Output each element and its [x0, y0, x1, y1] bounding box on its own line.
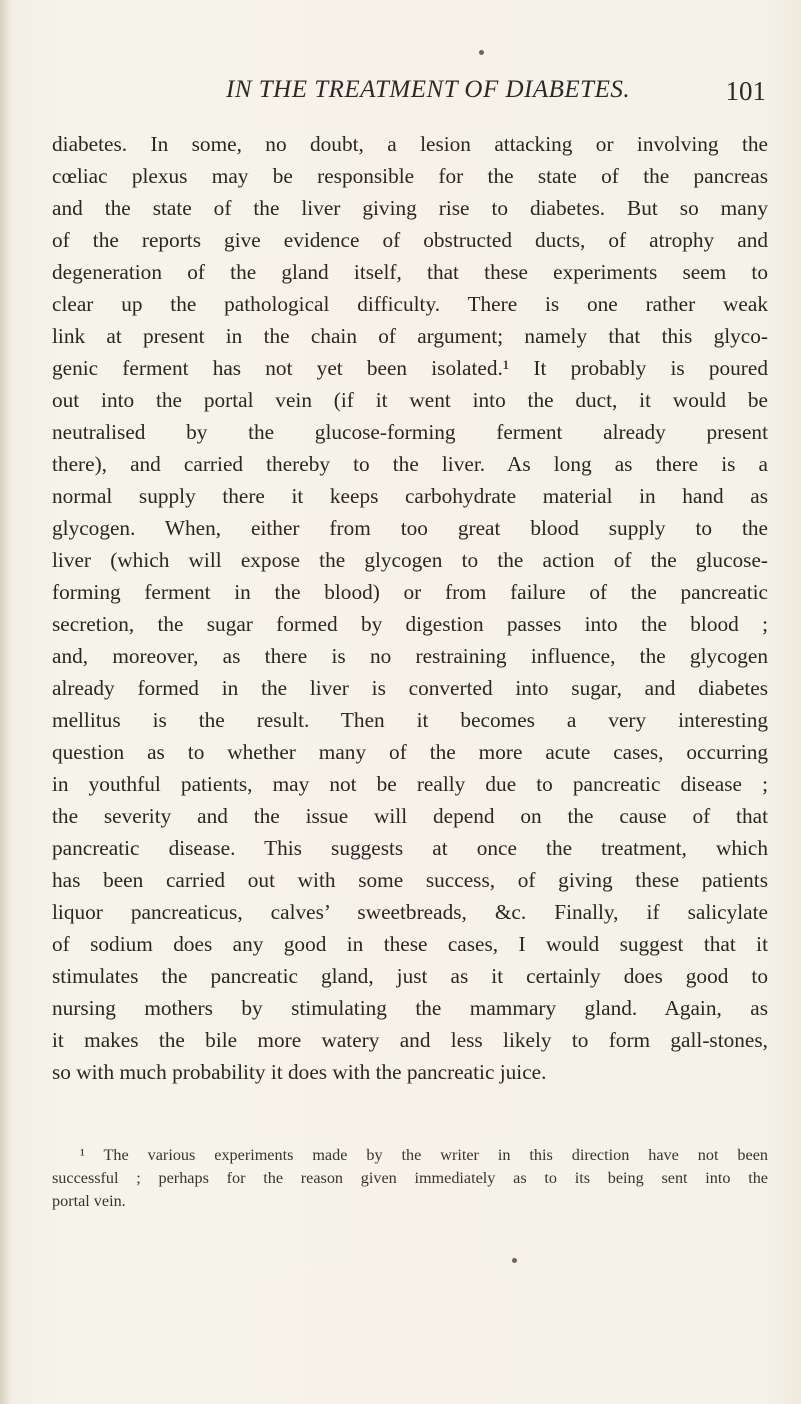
text-line: pancreatic disease. This suggests at once the treatment, which [52, 836, 768, 860]
text-line: stimulates the pancreatic gland, just as it certainly does good to [52, 964, 768, 988]
text-line: liquor pancreaticus, calves’ sweetbreads, &c. Finally, if salicylate [52, 900, 768, 924]
page-number: 101 [725, 76, 766, 106]
text-line: it makes the bile more watery and less likely to form gall-stones, [52, 1028, 768, 1052]
text-line: normal supply there it keeps carbohydrate material in hand as [52, 484, 768, 508]
text-line: secretion, the sugar formed by digestion passes into the blood ; [52, 612, 768, 636]
text-line: has been carried out with some success, of giving these patients [52, 868, 768, 892]
text-line: diabetes. In some, no doubt, a lesion attacking or involving the [52, 132, 768, 156]
text-line: glycogen. When, either from too great blood supply to the [52, 516, 768, 540]
footnote-line: portal vein. [52, 1192, 126, 1210]
running-title: IN THE TREATMENT OF DIABETES. [226, 76, 631, 103]
text-line: already formed in the liver is converted into sugar, and diabetes [52, 676, 768, 700]
text-line: clear up the pathological difficulty. There is one rather weak [52, 292, 768, 316]
text-line: out into the portal vein (if it went into the duct, it would be [52, 388, 768, 412]
text-line: liver (which will expose the glycogen to the action of the glucose- [52, 548, 768, 572]
text-line: and the state of the liver giving rise to diabetes. But so many [52, 196, 768, 220]
text-line: nursing mothers by stimulating the mammary gland. Again, as [52, 996, 768, 1020]
text-line: question as to whether many of the more acute cases, occurring [52, 740, 768, 764]
text-line: there), and carried thereby to the liver. As long as there is a [52, 452, 768, 476]
text-line: the severity and the issue will depend on the cause of that [52, 804, 768, 828]
text-line: in youthful patients, may not be really due to pancreatic disease ; [52, 772, 768, 796]
text-line: so with much probability it does with the pancreatic juice. [52, 1060, 547, 1084]
running-head [226, 76, 766, 116]
text-line: of the reports give evidence of obstructed ducts, of atrophy and [52, 228, 768, 252]
body-text [52, 128, 768, 1088]
text-line: neutralised by the glucose-forming ferment already present [52, 420, 768, 444]
ink-speck-bottom [512, 1258, 517, 1263]
gutter-shadow [0, 0, 10, 1404]
footnote-line: successful ; perhaps for the reason given immediately as to its being sent into the [52, 1169, 768, 1187]
text-line: genic ferment has not yet been isolated.¹ It probably is poured [52, 356, 768, 380]
footnote-line: ¹ The various experiments made by the writer in this direction have not been [80, 1146, 768, 1164]
text-line: cœliac plexus may be responsible for the state of the pancreas [52, 164, 768, 188]
text-line: and, moreover, as there is no restraining influence, the glycogen [52, 644, 768, 668]
ink-speck-top [479, 50, 484, 55]
text-line: link at present in the chain of argument; namely that this glyco- [52, 324, 768, 348]
text-line: degeneration of the gland itself, that these experiments seem to [52, 260, 768, 284]
text-line: mellitus is the result. Then it becomes a very interesting [52, 708, 768, 732]
text-line: forming ferment in the blood) or from failure of the pancreatic [52, 580, 768, 604]
text-line: of sodium does any good in these cases, I would suggest that it [52, 932, 768, 956]
footnote [52, 1144, 768, 1213]
